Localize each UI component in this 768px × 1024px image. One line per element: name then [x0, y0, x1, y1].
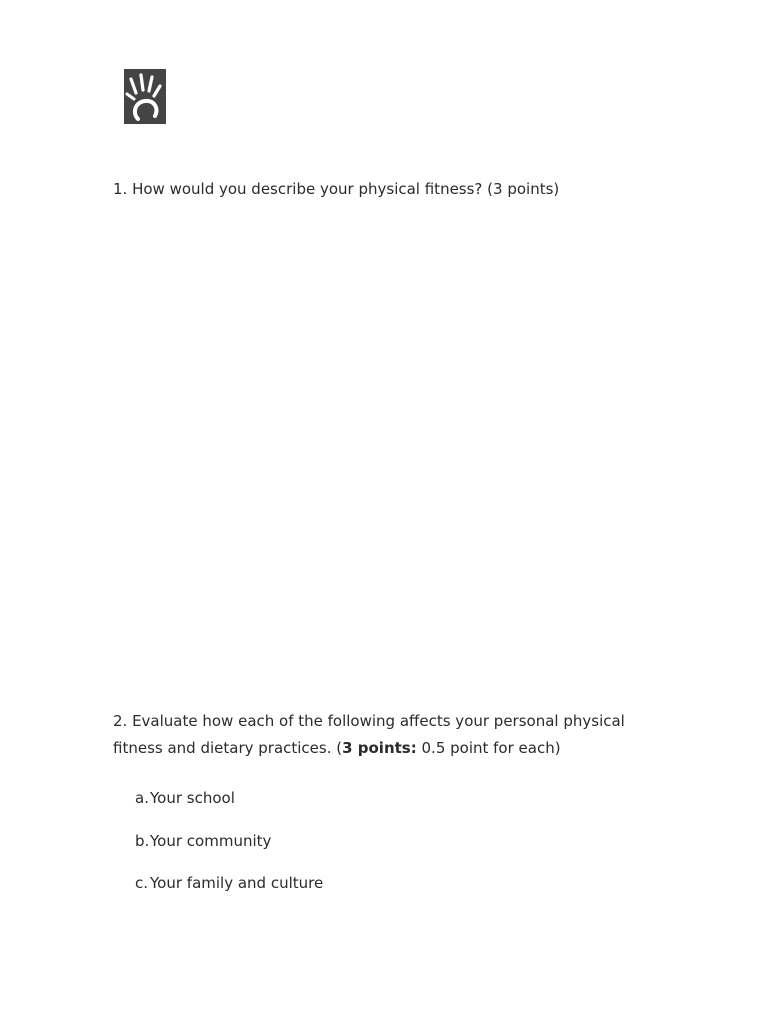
logo-icon [124, 69, 166, 124]
question-2-sub-list [135, 787, 323, 915]
list-item-label: Your family and culture [150, 874, 324, 892]
list-item-label: Your school [150, 789, 235, 807]
question-2-text-start: 2. Evaluate how each of the following affects your personal physical fitness and dietary practices. ( [113, 712, 625, 757]
list-item-label: Your community [150, 831, 272, 850]
sun-hand-logo-icon [124, 69, 166, 124]
list-marker: a. [135, 789, 149, 807]
list-item-community [135, 830, 323, 852]
question-2 [113, 708, 673, 762]
list-item-family-culture [135, 872, 323, 894]
question-2-text-end: 0.5 point for each) [416, 739, 561, 757]
question-1: 1. How would you describe your physical fitness? (3 points) [113, 180, 560, 198]
list-marker: c. [135, 874, 149, 892]
question-2-points-bold: 3 points: [342, 739, 417, 757]
list-item-school [135, 787, 323, 809]
list-marker: b. [135, 831, 150, 850]
